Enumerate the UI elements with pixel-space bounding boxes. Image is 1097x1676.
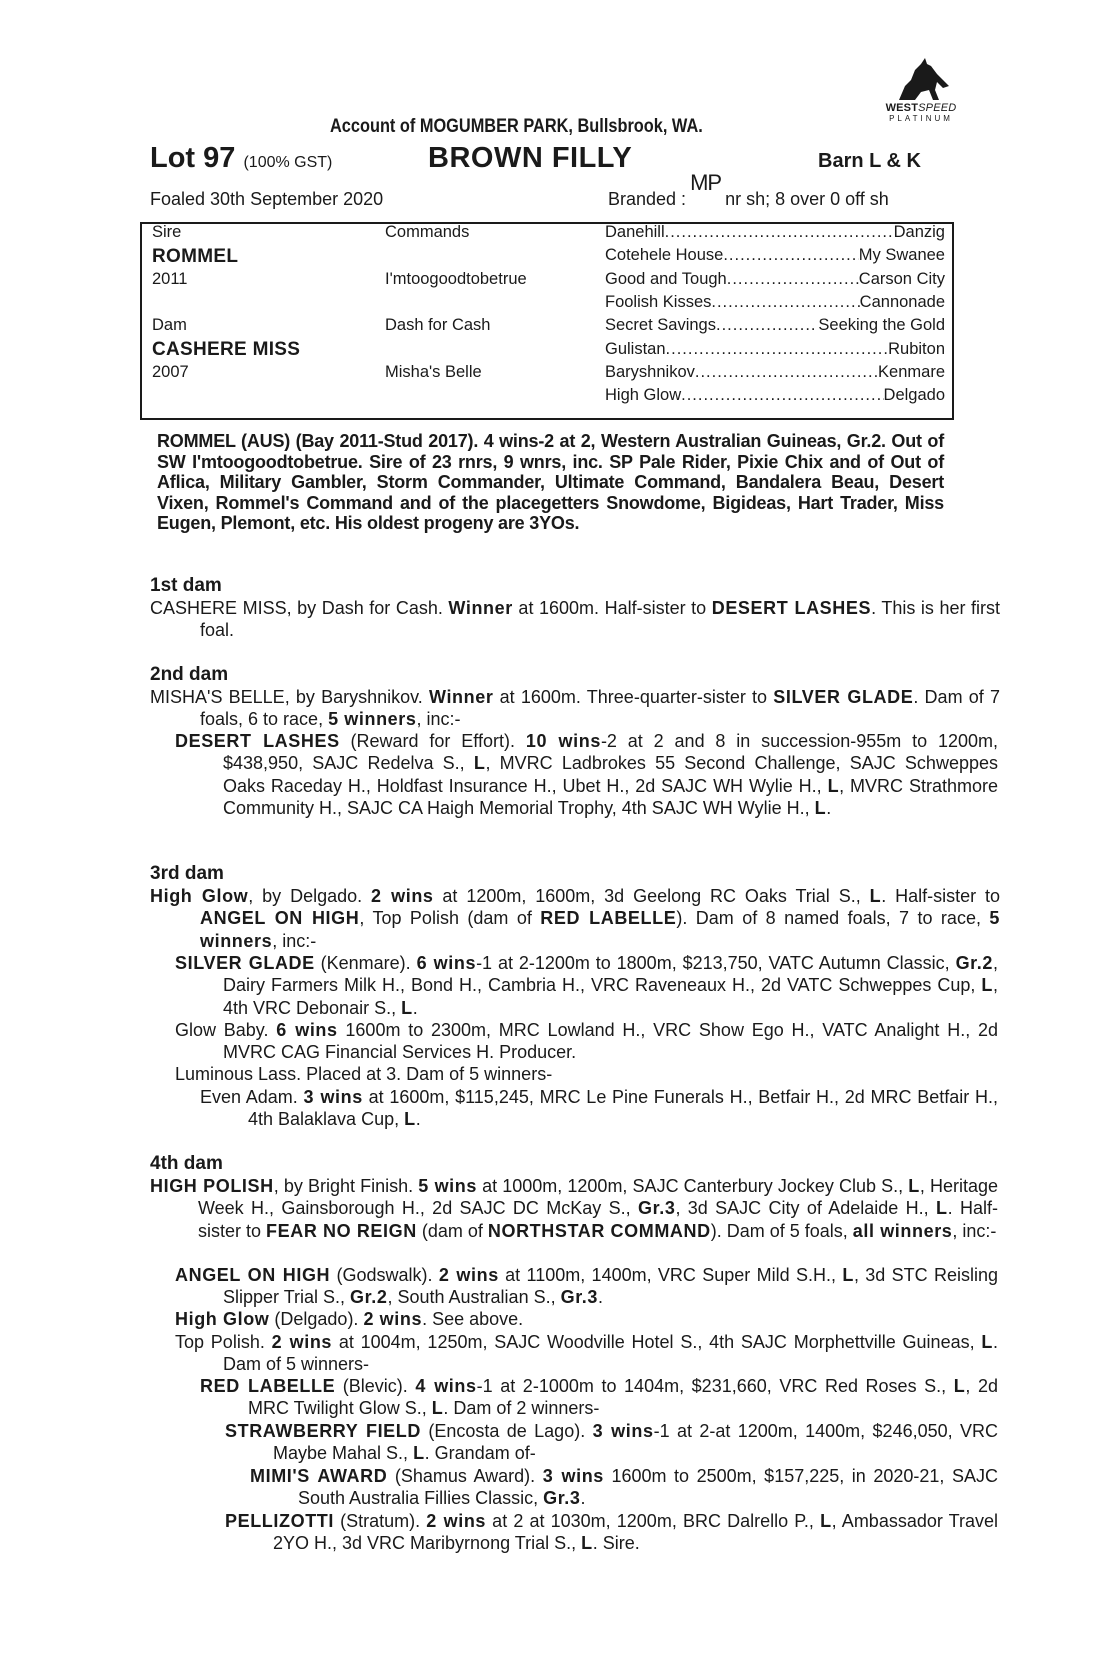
fourth-dam-text: HIGH POLISH, by Bright Finish. 5 wins at 1000m, 1200m, SAJC Canterbury Jockey Club S., L, Heritage Week H., Gainsborough H., 2d SAJC DC McKay S., Gr.3, 3d SAJC City of Adelaide H., L. Half-sister to FEAR NO REIGN (dam of NORTHSTAR COMMAND). Dam of 5 foals, all winners, inc:- xyxy=(150,1176,999,1241)
logo-wordmark: WESTSPEED xyxy=(885,102,957,114)
gst-note: (100% GST) xyxy=(243,154,333,171)
progeny-entry: Even Adam. 3 wins at 1600m, $115,245, MRC Le Pine Funerals H., Betfair H., 2d MRC Betfair H., 4th Balaklava Cup, L. xyxy=(200,1087,999,1130)
dam-name: CASHERE MISS xyxy=(152,339,301,360)
lot-number: Lot 97 (100% GST) xyxy=(150,142,333,174)
westspeed-logo xyxy=(880,56,962,123)
brand-mark: MP xyxy=(690,170,722,195)
logo-tier: PLATINUM xyxy=(889,114,953,123)
sire-year: 2011 xyxy=(152,270,188,288)
ancestor-line: Cotehele House ..... My Swanee xyxy=(605,246,945,265)
ancestor-line: Gulistan ..... Rubiton xyxy=(605,340,945,359)
ancestor-line: Secret Savings ..... Seeking the Gold xyxy=(605,316,945,335)
progeny-entry: PELLIZOTTI (Stratum). 2 wins at 2 at 1030m, 1200m, BRC Dalrello P., L, Ambassador Travel 2YO H., 3d VRC Maribyrnong Trial S., L. Sire. xyxy=(225,1511,999,1554)
ancestor-line: High Glow ..... Delgado xyxy=(605,386,945,405)
pedigree-table xyxy=(140,222,954,420)
first-dam-heading: 1st dam xyxy=(150,575,222,596)
ancestor-line: Danehill ..... Danzig xyxy=(605,223,945,242)
progeny-entry: SILVER GLADE (Kenmare). 6 wins-1 at 2-1200m to 1800m, $213,750, VATC Autumn Classic, Gr.2, Dairy Farmers Milk H., Bond H., Cambria H., VRC Raveneaux H., 2d VATC Schweppes Cup, L, 4th VRC Debonair S., L. xyxy=(175,953,999,1018)
account-line: Account of MOGUMBER PARK, Bullsbrook, WA. xyxy=(330,116,703,137)
dam-dam: Misha's Belle xyxy=(385,363,482,381)
third-dam-heading: 3rd dam xyxy=(150,863,224,884)
barn-location: Barn L & K xyxy=(818,150,921,172)
sire-dam: I'mtoogoodtobetrue xyxy=(385,270,527,288)
sire-name: ROMMEL xyxy=(152,246,239,267)
dam-year: 2007 xyxy=(152,363,189,381)
brand-info: Branded :MPnr sh; 8 over 0 off sh xyxy=(608,170,889,209)
progeny-entry: MIMI'S AWARD (Shamus Award). 3 wins 1600m to 2500m, $157,225, in 2020-21, SAJC South Australia Fillies Classic, Gr.3. xyxy=(250,1466,998,1509)
ancestor-line: Good and Tough ..... Carson City xyxy=(605,270,945,289)
progeny-entry: ANGEL ON HIGH (Godswalk). 2 wins at 1100m, 1400m, VRC Super Mild S.H., L, 3d STC Reisling Slipper Trial S., Gr.2, South Australian S., Gr.3. xyxy=(175,1265,998,1308)
first-dam-text: CASHERE MISS, by Dash for Cash. Winner at 1600m. Half-sister to DESERT LASHES. This is her first foal. xyxy=(150,598,1001,641)
dam-label: Dam xyxy=(152,316,187,334)
sire-label: Sire xyxy=(152,223,182,241)
fourth-dam-heading: 4th dam xyxy=(150,1153,223,1174)
ancestor-line: Baryshnikov ..... Kenmare xyxy=(605,363,945,382)
dam-sire: Dash for Cash xyxy=(385,316,491,334)
second-dam-heading: 2nd dam xyxy=(150,664,229,685)
progeny-entry: Glow Baby. 6 wins 1600m to 2300m, MRC Lowland H., VRC Show Ego H., VATC Analight H., 2d MVRC CAG Financial Services H. Producer. xyxy=(175,1020,998,1063)
horse-silhouette-icon xyxy=(891,56,951,102)
progeny-entry: Luminous Lass. Placed at 3. Dam of 5 winners- xyxy=(175,1064,553,1084)
horse-description: BROWN FILLY xyxy=(428,142,633,174)
progeny-entry: STRAWBERRY FIELD (Encosta de Lago). 3 wins-1 at 2-at 1200m, 1400m, $246,050, VRC Maybe Mahal S., L. Grandam of- xyxy=(225,1421,999,1464)
progeny-entry: DESERT LASHES (Reward for Effort). 10 wins-2 at 2 and 8 in succession-955m to 1200m, $438,950, SAJC Redelva S., L, MVRC Ladbrokes 55 Second Challenge, SAJC Schweppes Oaks Raceday H., Holdfast Insurance H., Ubet H., 2d SAJC WH Wylie H., L, MVRC Strathmore Community H., SAJC CA Haigh Memorial Trophy, 4th SAJC WH Wylie H., L. xyxy=(175,731,999,818)
ancestor-line: Foolish Kisses ..... Cannonade xyxy=(605,293,945,312)
progeny-entry: Top Polish. 2 wins at 1004m, 1250m, SAJC Woodville Hotel S., 4th SAJC Morphettville Guineas, L. Dam of 5 winners- xyxy=(175,1332,998,1375)
grandsire: Commands xyxy=(385,223,470,241)
foaled-date: Foaled 30th September 2020 xyxy=(150,189,384,209)
third-dam-text: High Glow, by Delgado. 2 wins at 1200m, 1600m, 3d Geelong RC Oaks Trial S., L. Half-sister to ANGEL ON HIGH, Top Polish (dam of RED LABELLE). Dam of 8 named foals, 7 to race, 5 winners, inc:- xyxy=(150,886,1001,951)
second-dam-text: MISHA'S BELLE, by Baryshnikov. Winner at 1600m. Three-quarter-sister to SILVER GLADE. Dam of 7 foals, 6 to race, 5 winners, inc:- xyxy=(150,687,1000,730)
progeny-entry: High Glow (Delgado). 2 wins. See above. xyxy=(175,1309,524,1329)
sire-summary: ROMMEL (AUS) (Bay 2011-Stud 2017). 4 wins-2 at 2, Western Australian Guineas, Gr.2. Out of SW I'mtoogoodtobetrue. Sire of 23 rnrs, 9 wnrs, inc. SP Pale Rider, Pixie Chix and of Out of Aflica, Military Gambler, Storm Commander, Ultimate Command, Bandalera Beau, Desert Vixen, Rommel's Command and of the placegetters Snowdome, Bigideas, Hart Trader, Miss Eugen, Plemont, etc. His oldest progeny are 3YOs. xyxy=(157,431,944,534)
progeny-entry: RED LABELLE (Blevic). 4 wins-1 at 2-1000m to 1404m, $231,660, VRC Red Roses S., L, 2d MRC Twilight Glow S., L. Dam of 2 winners- xyxy=(200,1376,998,1419)
